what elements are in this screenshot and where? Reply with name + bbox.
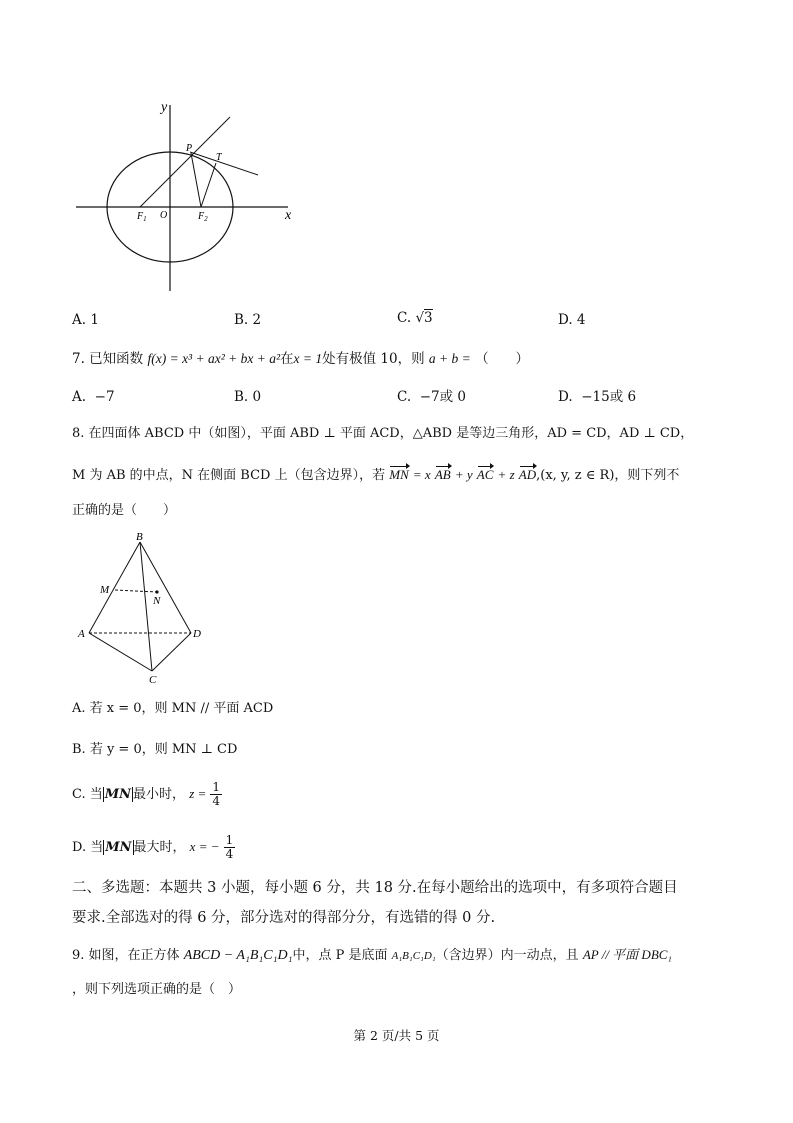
- q7-option-a-label: A.: [72, 389, 87, 405]
- q8-option-c-pre: C. 当: [72, 787, 103, 802]
- edge-ba: [89, 542, 140, 633]
- edge-dc: [152, 633, 191, 671]
- edge-ac: [89, 633, 152, 671]
- q7-expr: a + b =: [428, 351, 471, 366]
- q7-option-c-value: −7: [419, 389, 440, 405]
- ellipse-figure: [70, 95, 310, 295]
- q9-face: A₁B₁C₁D₁: [391, 950, 436, 962]
- line-p-f2: [191, 153, 201, 207]
- vec-ab: AB: [434, 467, 451, 482]
- q9-cond: AP // 平面 DBC₁: [582, 947, 672, 962]
- label-d: D: [193, 628, 201, 640]
- q8-option-d-mid: 最大时，: [133, 840, 186, 855]
- q7-func: f(x) = x³ + ax² + bx + a²: [147, 351, 281, 366]
- q9-line2: ，则下列选项正确的是（ ）: [72, 982, 242, 997]
- q8-option-c-var: z =: [189, 786, 207, 801]
- q7-option-a[interactable]: [72, 388, 115, 406]
- tetrahedron-figure: [72, 530, 212, 690]
- q7-option-b[interactable]: B. 0: [234, 389, 262, 405]
- q8-option-d[interactable]: [72, 830, 235, 865]
- q8-line3: 正确的是（ ）: [72, 503, 177, 518]
- line-f2-t: [201, 163, 216, 207]
- p-label: P: [186, 143, 193, 154]
- q6-option-d[interactable]: D. 4: [558, 312, 586, 328]
- q7-stem: [72, 350, 529, 368]
- q7-cond: x = 1: [293, 351, 323, 366]
- vec-ad: AD: [518, 467, 537, 482]
- q6-option-c[interactable]: [397, 309, 433, 327]
- label-n: N: [153, 595, 161, 607]
- label-c: C: [149, 674, 157, 686]
- q8-line2-b: = x: [412, 467, 431, 482]
- section2-line1: 二、多选题：本题共 3 小题，每小题 6 分，共 18 分.在每小题给出的选项中，有多项符合题目: [72, 880, 678, 896]
- q8-line2-d: + z: [497, 467, 515, 482]
- q9-line1: [72, 946, 672, 965]
- section2-line2: 要求.全部选对的得 6 分，部分选对的得部分分，有选错的得 0 分.: [72, 910, 496, 926]
- f1-label: $F_1$: [137, 211, 147, 223]
- abs-mn: MN: [105, 840, 132, 855]
- q7-prefix: 7. 已知函数: [72, 351, 144, 367]
- q8-option-c[interactable]: [72, 777, 222, 812]
- q8-line2-c: + y: [454, 467, 473, 482]
- q9-line1-c: （含边界）内一动点，且: [435, 948, 579, 963]
- label-m: M: [100, 584, 110, 596]
- q9-cube: ABCD − A₁B₁C₁D₁: [183, 948, 293, 963]
- o-label: O: [160, 210, 168, 221]
- q6-option-a[interactable]: A. 1: [72, 312, 99, 328]
- q8-line2-e: ,(x, y, z ∈ R)，则下列不: [536, 468, 680, 483]
- t-label: T: [216, 152, 222, 163]
- q9-line1-a: 9. 如图，在正方体: [72, 948, 180, 963]
- q8-line1: 8. 在四面体 ABCD 中（如图），平面 ABD ⊥ 平面 ACD，△ABD 是等边三角形，AD = CD，AD ⊥ CD，: [72, 426, 694, 441]
- q7-option-d-label: D.: [558, 389, 573, 405]
- edge-bc: [140, 542, 152, 671]
- tangent-line: [190, 152, 258, 175]
- q8-option-b[interactable]: B. 若 y = 0，则 MN ⊥ CD: [72, 742, 238, 757]
- q6-option-b[interactable]: B. 2: [234, 312, 262, 328]
- q7-option-c[interactable]: [397, 388, 466, 406]
- q7-suffix: （ ）: [475, 351, 530, 367]
- q7-option-d[interactable]: [558, 388, 636, 406]
- vec-mn: MN: [389, 467, 409, 482]
- q7-option-a-value: −7: [94, 389, 115, 405]
- label-a: A: [78, 628, 85, 640]
- q8-option-c-mid: 最小时，: [133, 787, 186, 802]
- q7-option-c-label: C.: [397, 389, 412, 405]
- q8-option-a[interactable]: A. 若 x = 0，则 MN // 平面 ACD: [72, 701, 274, 716]
- q8-option-d-var: x = −: [189, 839, 220, 854]
- q7-option-d-value: −15: [581, 389, 610, 405]
- q8-line2: [72, 466, 679, 485]
- q7-mid2: 处有极值 10，则: [322, 351, 425, 367]
- q9-line1-b: 中，点 P 是底面: [292, 948, 388, 963]
- label-b: B: [136, 531, 143, 543]
- q7-option-d-text: 或 6: [609, 389, 637, 405]
- q7-mid: 在: [280, 351, 294, 367]
- sqrt-sign: √: [415, 310, 425, 326]
- q6-option-c-label: C.: [397, 310, 412, 326]
- abs-mn: MN: [104, 787, 132, 802]
- page-footer: 第 2 页/共 5 页: [353, 1028, 440, 1043]
- q6-option-c-value: 3: [424, 310, 433, 326]
- segment-mn: [115, 590, 157, 592]
- vec-ac: AC: [476, 467, 494, 482]
- fraction-one-quarter: $\frac{1}{4}$: [225, 833, 234, 861]
- q8-option-d-pre: D. 当: [72, 840, 104, 855]
- x-label: x: [285, 208, 292, 223]
- y-label: y: [161, 100, 168, 115]
- f2-label: $F_2$: [198, 211, 208, 223]
- q7-option-c-text: 或 0: [439, 389, 467, 405]
- q8-line2-a: M 为 AB 的中点，N 在侧面 BCD 上（包含边界），若: [72, 468, 386, 483]
- point-n: [155, 590, 158, 593]
- fraction-one-quarter: $\frac{1}{4}$: [212, 780, 221, 808]
